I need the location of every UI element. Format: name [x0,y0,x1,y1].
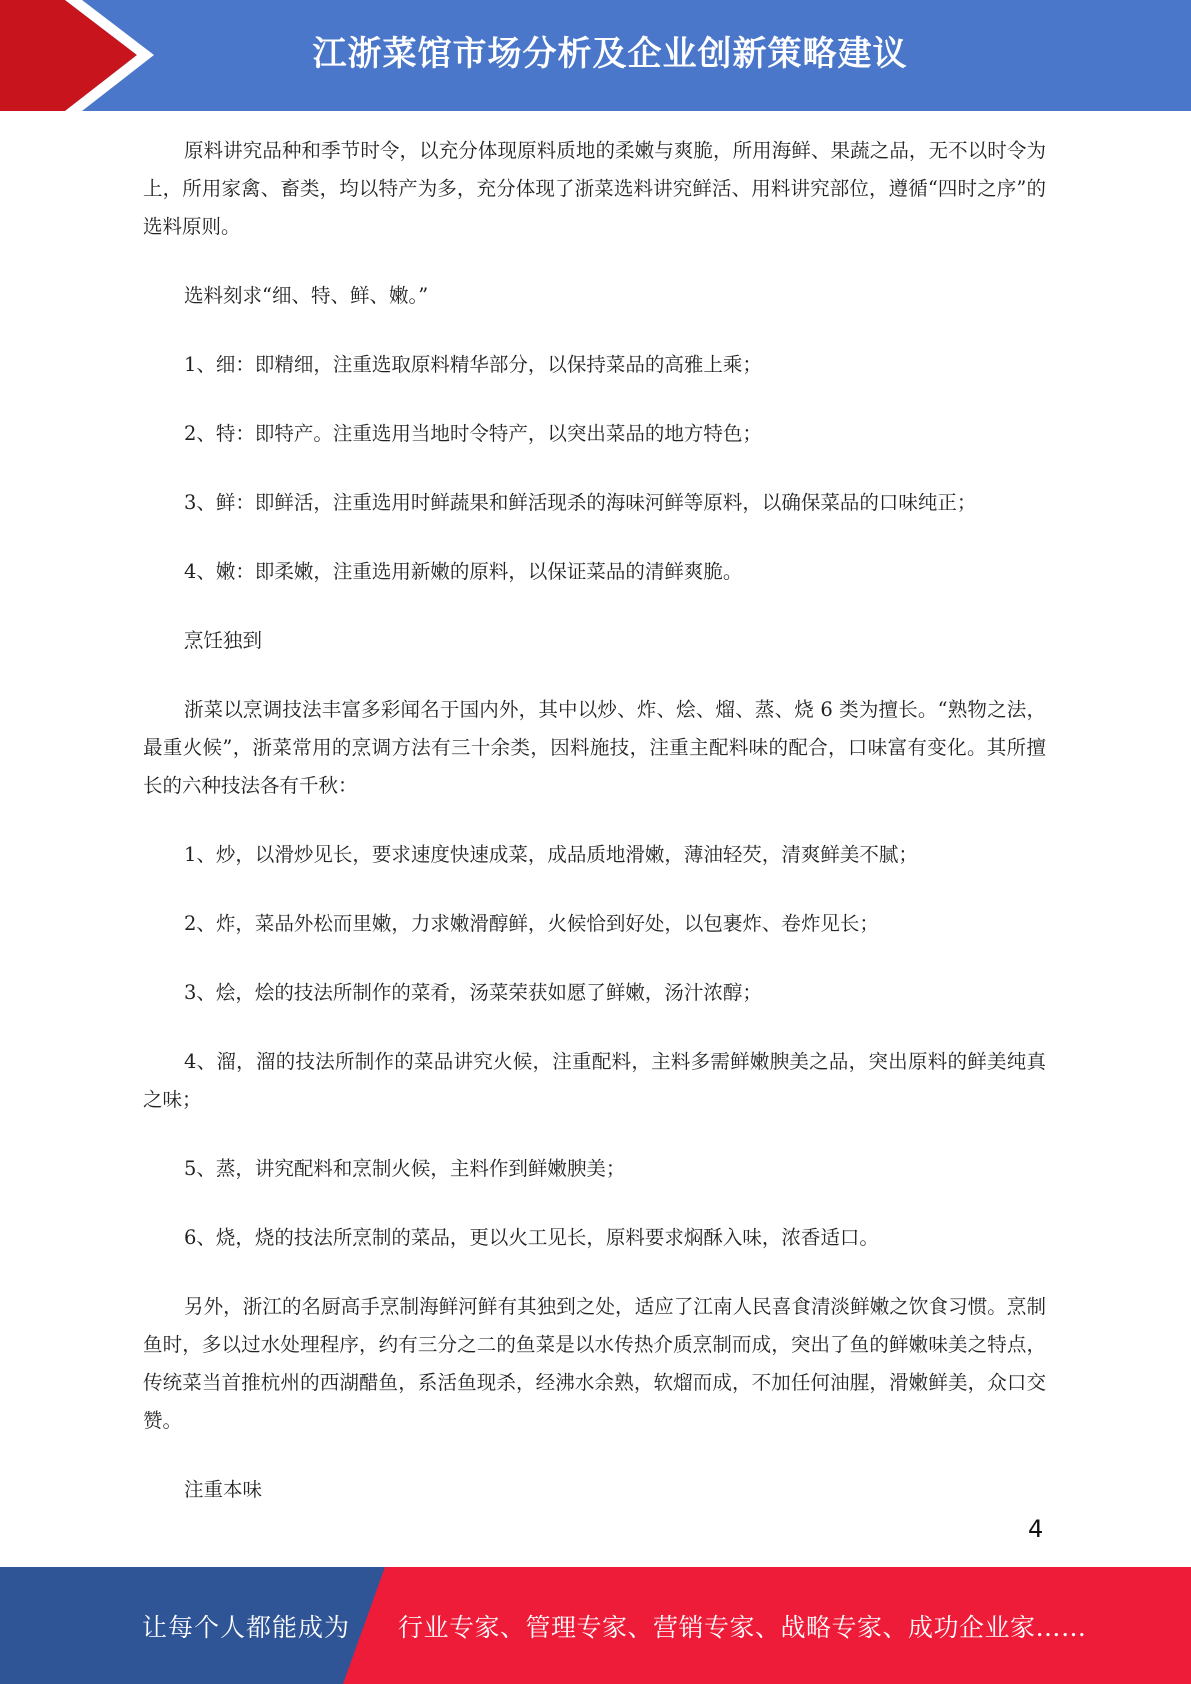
page-header [0,0,1191,111]
document-body [143,132,1046,1509]
list-item-fresh: 3、鲜：即鲜活，注重选用时鲜蔬果和鲜活现杀的海味河鲜等原料，以确保菜品的口味纯正； [184,491,977,514]
page-footer [0,1567,1191,1684]
section-heading-natural-flavor: 注重本味 [184,1478,263,1501]
footer-slogan-right: 行业专家、管理专家、营销专家、战略专家、成功企业家…… [398,1613,1087,1642]
page-number: 4 [1028,1515,1044,1543]
list-item-saute: 4、溜，溜的技法所制作的菜品讲究火候，注重配料，主料多需鲜嫩腴美之品，突出原料的鲜美纯真之味； [143,1050,1046,1111]
paragraph-cooking-techniques: 浙菜以烹调技法丰富多彩闻名于国内外，其中以炒、炸、烩、熘、蒸、烧 6 类为擅长。“熟物之法，最重火候”，浙菜常用的烹调方法有三十余类，因料施技，注重主配料味的配合，口味富有变化。其所擅长的六种技法各有千秋： [143,698,1046,797]
list-item-braise: 3、烩，烩的技法所制作的菜肴，汤菜荣获如愿了鲜嫩，汤汁浓醇； [184,981,762,1004]
document-title: 江浙菜馆市场分析及企业创新策略建议 [312,34,908,74]
paragraph-ingredients-intro: 原料讲究品种和季节时令，以充分体现原料质地的柔嫩与爽脆，所用海鲜、果蔬之品，无不以时令为上，所用家禽、畜类，均以特产为多，充分体现了浙菜选料讲究鲜活、用料讲究部位，遵循“四时之序”的选料原则。 [143,139,1046,238]
list-item-stir-fry: 1、炒，以滑炒见长，要求速度快速成菜，成品质地滑嫩，薄油轻芡，清爽鲜美不腻； [184,843,918,866]
list-item-steam: 5、蒸，讲究配料和烹制火候，主料作到鲜嫩腴美； [184,1157,626,1180]
paragraph-selection-principle: 选料刻求“细、特、鲜、嫩。” [184,284,429,307]
footer-slogan-left: 让每个人都能成为 [142,1613,351,1642]
section-heading-cooking: 烹饪独到 [184,629,263,652]
list-item-fine: 1、细：即精细，注重选取原料精华部分，以保持菜品的高雅上乘； [184,353,762,376]
list-item-stew: 6、烧，烧的技法所烹制的菜品，更以火工见长，原料要求焖酥入味，浓香适口。 [184,1226,879,1249]
list-item-special: 2、特：即特产。注重选用当地时令特产，以突出菜品的地方特色； [184,422,762,445]
list-item-tender: 4、嫩：即柔嫩，注重选用新嫩的原料，以保证菜品的清鲜爽脆。 [184,560,743,583]
paragraph-seafood: 另外，浙江的名厨高手烹制海鲜河鲜有其独到之处，适应了江南人民喜食清淡鲜嫩之饮食习惯。烹制鱼时，多以过水处理程序，约有三分之二的鱼菜是以水传热介质烹制而成，突出了鱼的鲜嫩味美之特点，传统菜当首推杭州的西湖醋鱼，系活鱼现杀，经沸水余熟，软熘而成，不加任何油腥，滑嫩鲜美，众口交赞。 [143,1295,1046,1432]
list-item-deep-fry: 2、炸，菜品外松而里嫩，力求嫩滑醇鲜，火候恰到好处，以包裹炸、卷炸见长； [184,912,879,935]
